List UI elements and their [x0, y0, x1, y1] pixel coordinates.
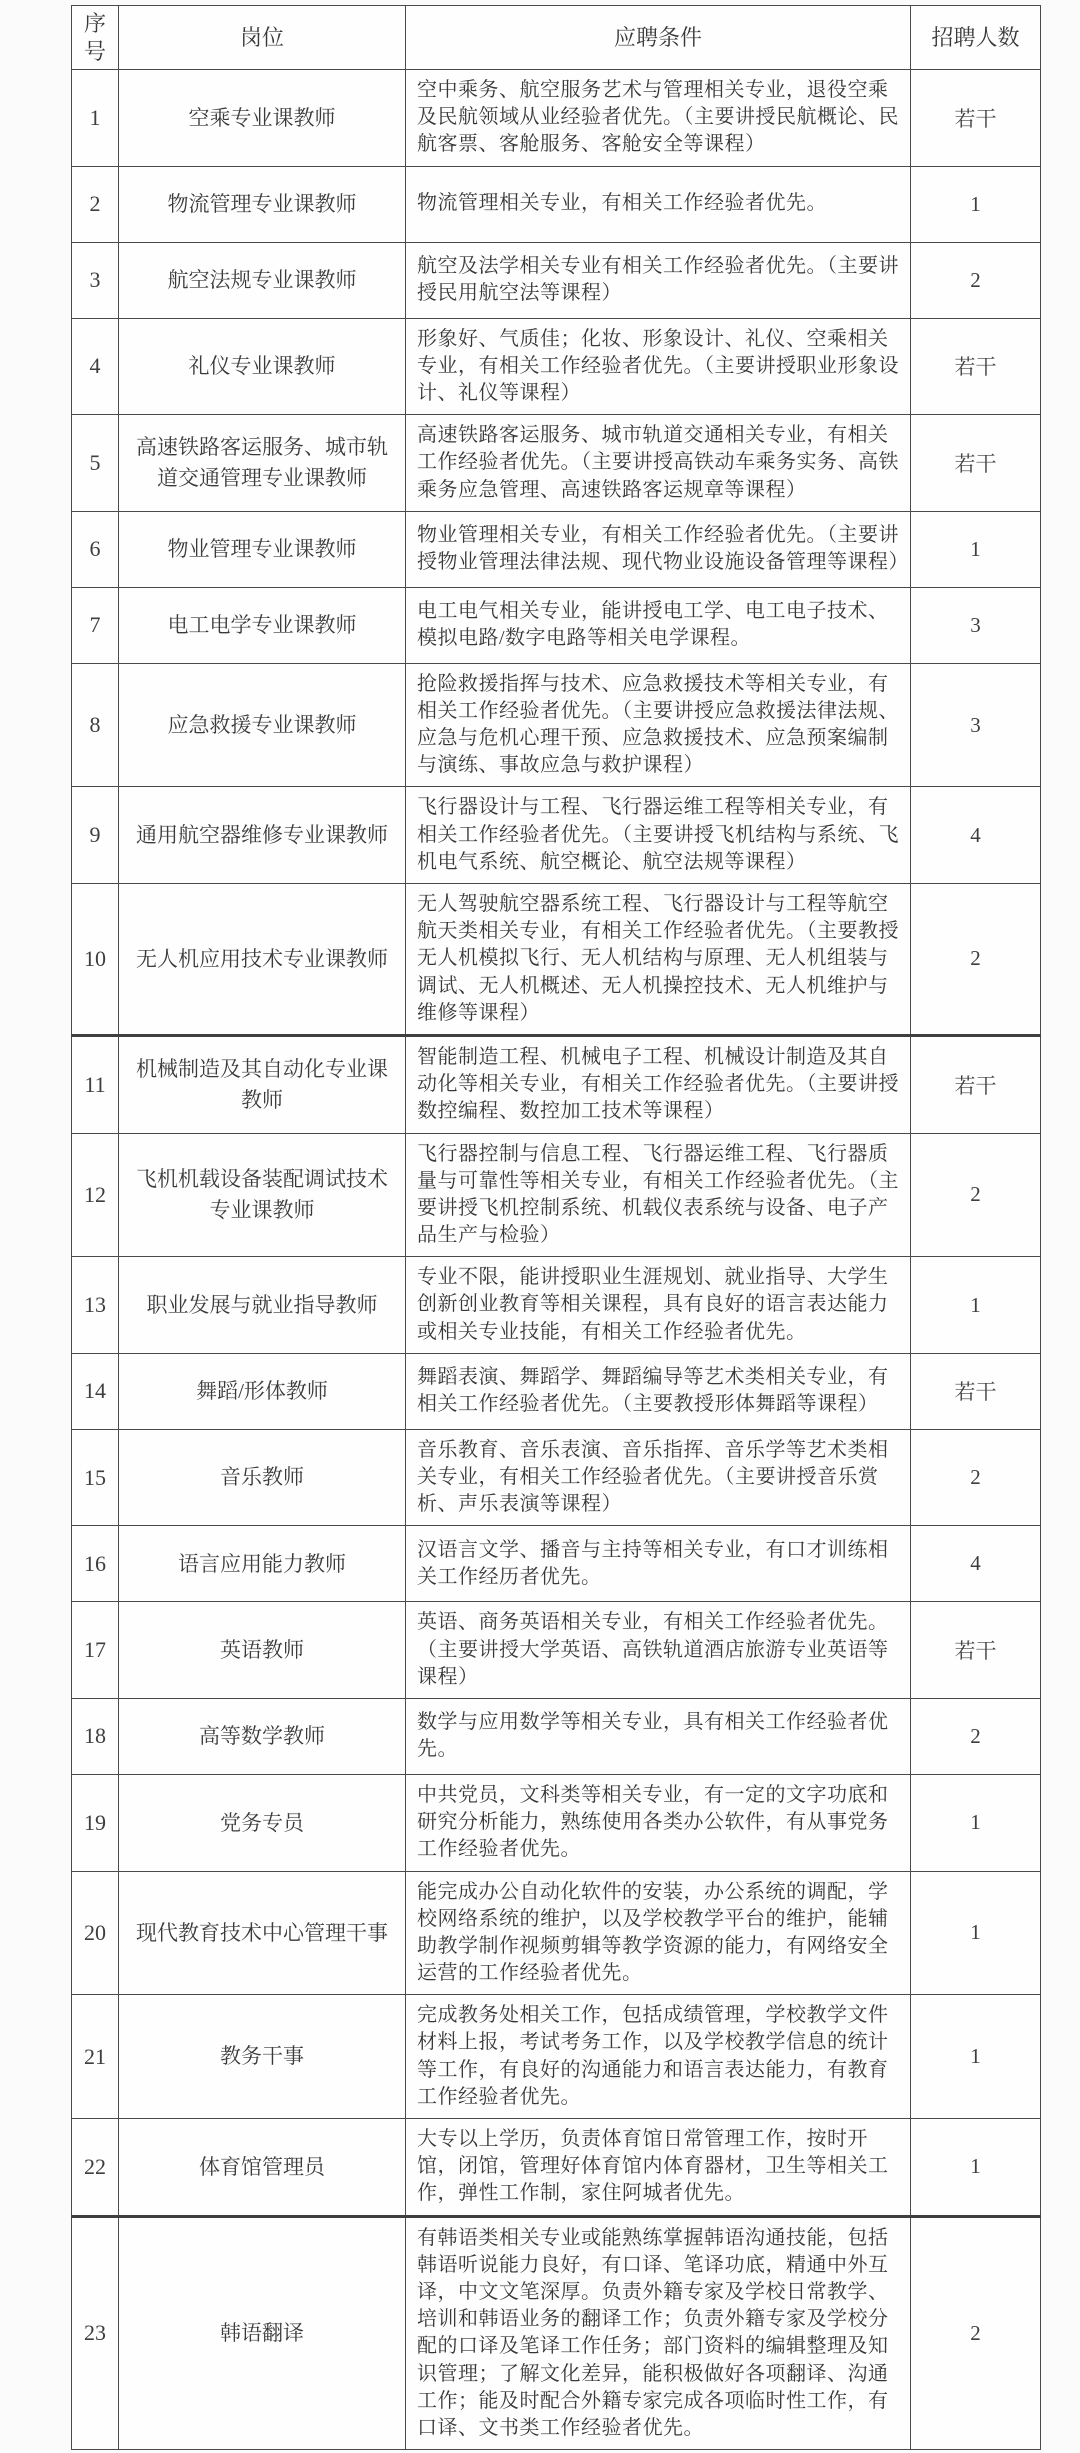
row-position: 无人机应用技术专业课教师	[119, 884, 406, 1036]
row-serial-number: 1	[72, 70, 119, 167]
row-serial-number: 9	[72, 787, 119, 884]
row-serial-number: 12	[72, 1133, 119, 1257]
table-row	[72, 1774, 1041, 1871]
table-body	[72, 70, 1041, 2450]
row-position: 应急救援专业课教师	[119, 663, 406, 787]
row-headcount: 1	[911, 1871, 1041, 1995]
row-headcount: 1	[911, 1995, 1041, 2119]
row-serial-number: 16	[72, 1526, 119, 1602]
table-row	[72, 70, 1041, 167]
row-headcount: 2	[911, 1133, 1041, 1257]
row-requirements: 飞行器控制与信息工程、飞行器运维工程、飞行器质量与可靠性等相关专业，有相关工作经验者优先。（主要讲授飞机控制系统、机载仪表系统与设备、电子产品生产与检验）	[406, 1133, 911, 1257]
header-headcount: 招聘人数	[911, 6, 1041, 70]
table-row	[72, 1257, 1041, 1354]
table-row	[72, 587, 1041, 663]
row-serial-number: 13	[72, 1257, 119, 1354]
row-serial-number: 23	[72, 2216, 119, 2450]
row-headcount: 若干	[911, 1035, 1041, 1133]
row-position: 高速铁路客运服务、城市轨道交通管理专业课教师	[119, 415, 406, 512]
recruitment-table	[71, 5, 1041, 2450]
row-requirements: 有韩语类相关专业或能熟练掌握韩语沟通技能，包括韩语听说能力良好，有口译、笔译功底，精通中外互译，中文文笔深厚。负责外籍专家及学校日常教学、培训和韩语业务的翻译工作；负责外籍专家及学校分配的口译及笔译工作任务；部门资料的编辑整理及知识管理；了解文化差异，能积极做好各项翻译、沟通工作；能及时配合外籍专家完成各项临时性工作，有口译、文书类工作经验者优先。	[406, 2216, 911, 2450]
row-serial-number: 2	[72, 166, 119, 242]
row-position: 物业管理专业课教师	[119, 511, 406, 587]
row-serial-number: 14	[72, 1353, 119, 1429]
row-requirements: 中共党员，文科类等相关专业，有一定的文字功底和研究分析能力，熟练使用各类办公软件，有从事党务工作经验者优先。	[406, 1774, 911, 1871]
row-requirements: 无人驾驶航空器系统工程、飞行器设计与工程等航空航天类相关专业，有相关工作经验者优先。（主要教授无人机模拟飞行、无人机结构与原理、无人机组装与调试、无人机概述、无人机操控技术、无人机维护与维修等课程）	[406, 884, 911, 1036]
row-position: 通用航空器维修专业课教师	[119, 787, 406, 884]
table-row	[72, 1429, 1041, 1526]
row-headcount: 1	[911, 1774, 1041, 1871]
row-position: 体育馆管理员	[119, 2119, 406, 2217]
row-serial-number: 10	[72, 884, 119, 1036]
row-serial-number: 20	[72, 1871, 119, 1995]
table-row	[72, 1698, 1041, 1774]
row-headcount: 1	[911, 511, 1041, 587]
row-requirements: 英语、商务英语相关专业，有相关工作经验者优先。（主要讲授大学英语、高铁轨道酒店旅游专业英语等课程）	[406, 1602, 911, 1699]
header-serial-number: 序号	[72, 6, 119, 70]
row-requirements: 空中乘务、航空服务艺术与管理相关专业，退役空乘及民航领域从业经验者优先。（主要讲授民航概论、民航客票、客舱服务、客舱安全等课程）	[406, 70, 911, 167]
row-position: 现代教育技术中心管理干事	[119, 1871, 406, 1995]
row-position: 电工电学专业课教师	[119, 587, 406, 663]
row-position: 舞蹈/形体教师	[119, 1353, 406, 1429]
table-row	[72, 1602, 1041, 1699]
row-position: 职业发展与就业指导教师	[119, 1257, 406, 1354]
row-headcount: 1	[911, 2119, 1041, 2217]
row-requirements: 舞蹈表演、舞蹈学、舞蹈编导等艺术类相关专业，有相关工作经验者优先。（主要教授形体舞蹈等课程）	[406, 1353, 911, 1429]
row-headcount: 2	[911, 1429, 1041, 1526]
row-requirements: 大专以上学历，负责体育馆日常管理工作，按时开馆，闭馆，管理好体育馆内体育器材，卫生等相关工作，弹性工作制，家住阿城者优先。	[406, 2119, 911, 2217]
row-position: 教务干事	[119, 1995, 406, 2119]
row-headcount: 2	[911, 884, 1041, 1036]
row-headcount: 若干	[911, 415, 1041, 512]
row-position: 语言应用能力教师	[119, 1526, 406, 1602]
table-row	[72, 884, 1041, 1036]
row-position: 礼仪专业课教师	[119, 318, 406, 415]
row-position: 音乐教师	[119, 1429, 406, 1526]
row-requirements: 航空及法学相关专业有相关工作经验者优先。（主要讲授民用航空法等课程）	[406, 242, 911, 318]
row-serial-number: 7	[72, 587, 119, 663]
row-requirements: 物业管理相关专业，有相关工作经验者优先。（主要讲授物业管理法律法规、现代物业设施设备管理等课程）	[406, 511, 911, 587]
row-headcount: 3	[911, 587, 1041, 663]
row-requirements: 形象好、气质佳；化妆、形象设计、礼仪、空乘相关专业，有相关工作经验者优先。（主要讲授职业形象设计、礼仪等课程）	[406, 318, 911, 415]
table-row	[72, 318, 1041, 415]
row-headcount: 3	[911, 663, 1041, 787]
row-serial-number: 17	[72, 1602, 119, 1699]
table-row	[72, 242, 1041, 318]
row-position: 物流管理专业课教师	[119, 166, 406, 242]
row-headcount: 若干	[911, 1602, 1041, 1699]
table-row	[72, 2216, 1041, 2450]
row-requirements: 完成教务处相关工作，包括成绩管理，学校教学文件材料上报，考试考务工作，以及学校教学信息的统计等工作，有良好的沟通能力和语言表达能力，有教育工作经验者优先。	[406, 1995, 911, 2119]
table-row	[72, 1133, 1041, 1257]
row-serial-number: 21	[72, 1995, 119, 2119]
table-row	[72, 1995, 1041, 2119]
row-requirements: 专业不限，能讲授职业生涯规划、就业指导、大学生创新创业教育等相关课程，具有良好的语言表达能力或相关专业技能，有相关工作经验者优先。	[406, 1257, 911, 1354]
row-serial-number: 22	[72, 2119, 119, 2217]
row-position: 韩语翻译	[119, 2216, 406, 2450]
row-serial-number: 3	[72, 242, 119, 318]
header-requirements: 应聘条件	[406, 6, 911, 70]
table-row	[72, 1526, 1041, 1602]
row-position: 高等数学教师	[119, 1698, 406, 1774]
table-row	[72, 511, 1041, 587]
row-headcount: 若干	[911, 70, 1041, 167]
row-serial-number: 4	[72, 318, 119, 415]
header-position: 岗位	[119, 6, 406, 70]
table-row	[72, 1871, 1041, 1995]
row-position: 英语教师	[119, 1602, 406, 1699]
row-headcount: 4	[911, 787, 1041, 884]
table-row	[72, 787, 1041, 884]
table-row	[72, 1353, 1041, 1429]
row-position: 飞机机载设备装配调试技术专业课教师	[119, 1133, 406, 1257]
row-requirements: 数学与应用数学等相关专业，具有相关工作经验者优先。	[406, 1698, 911, 1774]
row-serial-number: 11	[72, 1035, 119, 1133]
table-row	[72, 1035, 1041, 1133]
row-requirements: 智能制造工程、机械电子工程、机械设计制造及其自动化等相关专业，有相关工作经验者优先。（主要讲授数控编程、数控加工技术等课程）	[406, 1035, 911, 1133]
table-header	[72, 6, 1041, 70]
row-position: 机械制造及其自动化专业课教师	[119, 1035, 406, 1133]
table-row	[72, 415, 1041, 512]
row-headcount: 2	[911, 2216, 1041, 2450]
table-row	[72, 2119, 1041, 2217]
row-serial-number: 6	[72, 511, 119, 587]
row-position: 航空法规专业课教师	[119, 242, 406, 318]
row-headcount: 1	[911, 1257, 1041, 1354]
row-requirements: 汉语言文学、播音与主持等相关专业，有口才训练相关工作经历者优先。	[406, 1526, 911, 1602]
row-requirements: 能完成办公自动化软件的安装，办公系统的调配，学校网络系统的维护，以及学校教学平台的维护，能辅助教学制作视频剪辑等教学资源的能力，有网络安全运营的工作经验者优先。	[406, 1871, 911, 1995]
row-requirements: 电工电气相关专业，能讲授电工学、电工电子技术、模拟电路/数字电路等相关电学课程。	[406, 587, 911, 663]
row-requirements: 物流管理相关专业，有相关工作经验者优先。	[406, 166, 911, 242]
row-headcount: 4	[911, 1526, 1041, 1602]
row-position: 党务专员	[119, 1774, 406, 1871]
row-serial-number: 8	[72, 663, 119, 787]
table-row	[72, 663, 1041, 787]
header-row	[72, 6, 1041, 70]
row-serial-number: 15	[72, 1429, 119, 1526]
row-requirements: 飞行器设计与工程、飞行器运维工程等相关专业，有相关工作经验者优先。（主要讲授飞机结构与系统、飞机电气系统、航空概论、航空法规等课程）	[406, 787, 911, 884]
row-headcount: 2	[911, 1698, 1041, 1774]
row-requirements: 高速铁路客运服务、城市轨道交通相关专业，有相关工作经验者优先。（主要讲授高铁动车乘务实务、高铁乘务应急管理、高速铁路客运规章等课程）	[406, 415, 911, 512]
row-requirements: 音乐教育、音乐表演、音乐指挥、音乐学等艺术类相关专业，有相关工作经验者优先。（主要讲授音乐赏析、声乐表演等课程）	[406, 1429, 911, 1526]
row-serial-number: 18	[72, 1698, 119, 1774]
row-headcount: 若干	[911, 318, 1041, 415]
row-headcount: 若干	[911, 1353, 1041, 1429]
row-requirements: 抢险救援指挥与技术、应急救援技术等相关专业，有相关工作经验者优先。（主要讲授应急救援法律法规、应急与危机心理干预、应急救援技术、应急预案编制与演练、事故应急与救护课程）	[406, 663, 911, 787]
table-row	[72, 166, 1041, 242]
row-position: 空乘专业课教师	[119, 70, 406, 167]
row-headcount: 1	[911, 166, 1041, 242]
row-serial-number: 19	[72, 1774, 119, 1871]
row-serial-number: 5	[72, 415, 119, 512]
row-headcount: 2	[911, 242, 1041, 318]
